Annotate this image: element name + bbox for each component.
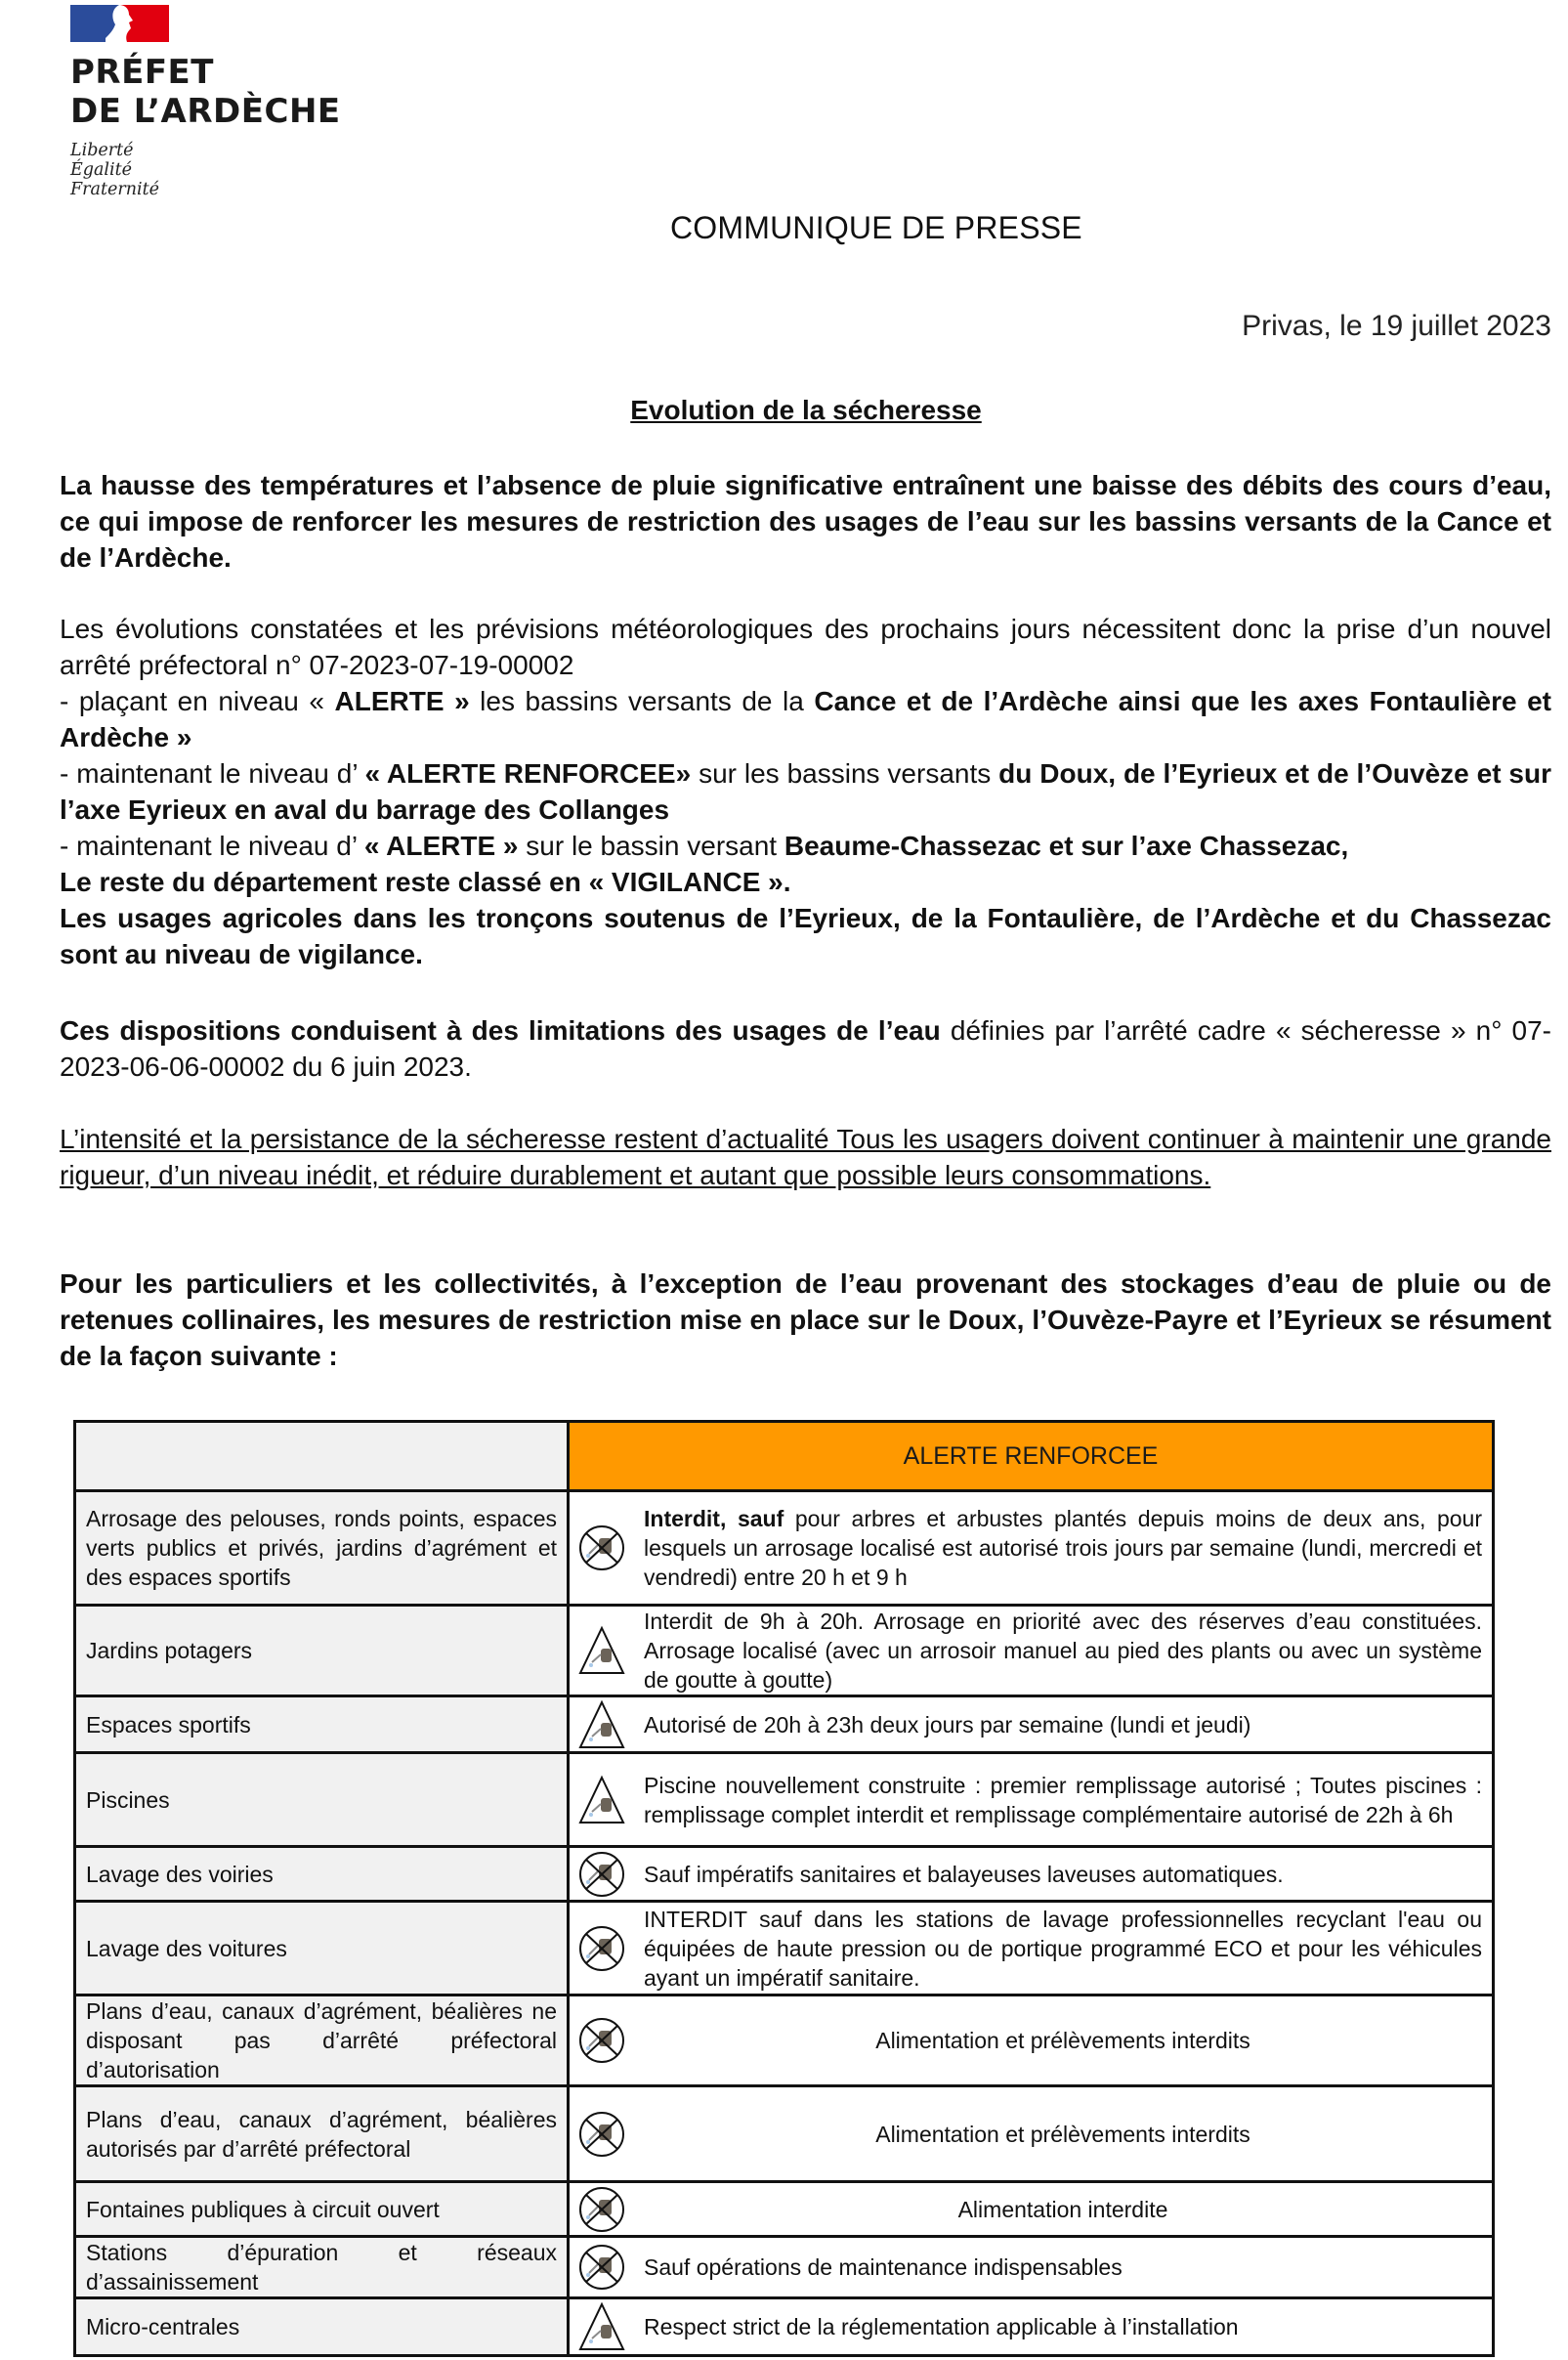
provisions-bold: Ces dispositions conduisent à des limitations des usages de l’eau [60,1015,941,1046]
item3-basins: Beaume-Chassezac et sur l’axe Chassezac, [784,831,1349,861]
intro-paragraph [60,467,1551,576]
usage-label: Plans d’eau, canaux d’agrément, béalières autorisés par d’arrêté préfectoral [75,2086,569,2182]
decree-lead: Les évolutions constatées et les prévisions météorologiques des prochains jours nécessitent donc la prise d’un nouvel arrêté préfectoral n° 07-2023-07-19-00002 [60,614,1551,680]
forbidden-watering-icon [577,2109,626,2160]
forbidden-watering-icon [577,1923,626,1974]
alert-level-header: ALERTE RENFORCEE [569,1422,1494,1491]
restricted-watering-icon [577,2301,626,2352]
motto-fraternite: Fraternité [70,180,159,199]
intro-text: La hausse des températures et l’absence de pluie significative entraînent une baisse des débits des cours d’eau, ce qui impose de renforcer les mesures de restriction des usages de l’eau sur les bassins versants de la Cance et de l’Ardèche. [60,470,1551,573]
restriction-rule [569,1902,1494,1995]
summary-intro-text: Pour les particuliers et les collectivités, à l’exception de l’eau provenant des stockages d’eau de pluie ou de retenues collinaires, les mesures de restriction mise en place sur le Doux, l’Ouvèze-Payre et l’Eyrieux se résument de la façon suivante : [60,1268,1551,1371]
item3-text: - maintenant le niveau d’ [60,831,364,861]
item2-basins: du Doux, de l’Eyrieux et de l’Ouvèze et sur l’axe Eyrieux en aval du barrage des Collanges [60,758,1551,825]
item1-text: - plaçant en niveau « [60,686,335,716]
dateline: Privas, le 19 juillet 2023 [1242,310,1551,342]
rigor-paragraph: L’intensité et la persistance de la sécheresse restent d’actualité Tous les usagers doivent continuer à maintenir une grande rigueur, d’un niveau inédit, et réduire durablement et autant que possible leurs consommations. [60,1124,1551,1190]
restricted-watering-icon [577,1699,626,1750]
rule-text: Alimentation et prélèvements interdits [875,2121,1250,2147]
restriction-rule [569,1995,1494,2086]
prefecture-name [70,53,341,131]
rule-text: Interdit de 9h à 20h. Arrosage en priorité avec des réserves d’eau constituées. Arrosage localisé (avec un arrosoir manuel au pied des plants ou avec un système de goutte à goutte) [644,1609,1482,1693]
rest-vigilance: Le reste du département reste classé en « VIGILANCE ». [60,867,791,897]
subject-heading: Evolution de la sécheresse [630,395,982,425]
usage-label: Lavage des voiries [75,1847,569,1902]
rule-text: Sauf impératifs sanitaires et balayeuses laveuses automatiques. [644,1861,1284,1887]
forbidden-watering-icon [577,2015,626,2066]
forbidden-watering-icon [577,2242,626,2293]
motto-egalite: Égalité [70,160,132,180]
motto-liberte: Liberté [70,141,134,160]
restriction-rule [569,1847,1494,1902]
item3-level: « ALERTE » [363,831,519,861]
marianne-flag-icon [70,5,169,42]
table-row [75,1995,1494,2086]
forbidden-watering-icon [577,1523,626,1573]
rule-emphasis: Interdit, sauf [644,1506,784,1531]
item1-basins: Cance et de l’Ardèche ainsi que les axes Fontaulière et Ardèche » [60,686,1551,752]
item2-level: « ALERTE RENFORCEE» [364,758,692,789]
forbidden-watering-icon [577,1849,626,1900]
usage-label: Micro-centrales [75,2298,569,2356]
provisions-paragraph [60,1012,1551,1085]
rule-text: Respect strict de la réglementation applicable à l’installation [644,2314,1239,2339]
table-row [75,2237,1494,2298]
rule-text: pour arbres et arbustes plantés depuis moins de deux ans, pour lesquels un arrosage localisé est autorisé trois jours par semaine (lundi, mercredi et vendredi) entre 20 h et 9 h [644,1506,1482,1590]
summary-intro-paragraph [60,1266,1551,1374]
usage-label: Plans d’eau, canaux d’agrément, béalières ne disposant pas d’arrêté préfectoral d’autorisation [75,1995,569,2086]
item2-text: - maintenant le niveau d’ [60,758,365,789]
table-row [75,1696,1494,1753]
item2-text2: sur les bassins versants [691,758,999,789]
restriction-rule [569,2086,1494,2182]
usage-label: Arrosage des pelouses, ronds points, espaces verts publics et privés, jardins d’agrément et des espaces sportifs [75,1491,569,1606]
restricted-watering-icon [577,1775,626,1825]
table-row [75,2182,1494,2237]
table-row [75,1491,1494,1606]
provisions-text: définies par l’arrêté cadre « sécheresse » n° 07-2023-06-06-00002 du 6 juin 2023. [60,1015,1552,1082]
usage-label: Stations d’épuration et réseaux d’assainissement [75,2237,569,2298]
table-row [75,2086,1494,2182]
usage-label: Lavage des voitures [75,1902,569,1995]
usage-label: Espaces sportifs [75,1696,569,1753]
restriction-rule [569,1753,1494,1847]
table-header-row [75,1422,1494,1491]
restrictions-table [73,1420,1495,2357]
table-row [75,2298,1494,2356]
rule-text: Alimentation et prélèvements interdits [875,2028,1250,2053]
restriction-rule [569,2182,1494,2237]
usage-label: Piscines [75,1753,569,1847]
restriction-rule [569,2237,1494,2298]
item3-text2: sur le bassin versant [518,831,784,861]
item1-level: ALERTE » [334,686,470,716]
restriction-rule [569,1696,1494,1753]
rule-text: Sauf opérations de maintenance indispensables [644,2254,1123,2280]
restriction-rule [569,1491,1494,1606]
table-row [75,1606,1494,1696]
restricted-watering-icon [577,1625,626,1676]
rule-text: Piscine nouvellement construite : premier remplissage autorisé ; Toutes piscines : remplissage complet interdit et remplissage complémentaire autorisé de 22h à 6h [644,1772,1482,1827]
table-row [75,1753,1494,1847]
republic-motto [70,141,159,199]
table-row [75,1902,1494,1995]
logo-title-line1: PRÉFET [70,53,214,92]
decree-paragraph [60,611,1551,972]
document-type-title: COMMUNIQUE DE PRESSE [670,210,1082,245]
usage-label: Fontaines publiques à circuit ouvert [75,2182,569,2237]
forbidden-watering-icon [577,2184,626,2235]
logo-title-line2: DE L’ARDÈCHE [70,92,341,131]
restriction-rule [569,1606,1494,1696]
table-row [75,1847,1494,1902]
header-empty-cell [75,1422,569,1491]
agricultural-usage-note: Les usages agricoles dans les tronçons soutenus de l’Eyrieux, de la Fontaulière, de l’Ardèche et du Chassezac sont au niveau de vigilance. [60,903,1551,969]
rule-text: Autorisé de 20h à 23h deux jours par semaine (lundi et jeudi) [644,1711,1251,1738]
item1-text2: les bassins versants de la [469,686,815,716]
rule-text: INTERDIT sauf dans les stations de lavage professionnelles recyclant l'eau ou équipées de haute pression ou de portique programmé ECO et pour les véhicules ayant un impératif sanitaire. [644,1906,1482,1991]
marianne-profile-icon [106,5,135,42]
usage-label: Jardins potagers [75,1606,569,1696]
restriction-rule [569,2298,1494,2356]
rule-text: Alimentation interdite [957,2196,1168,2222]
